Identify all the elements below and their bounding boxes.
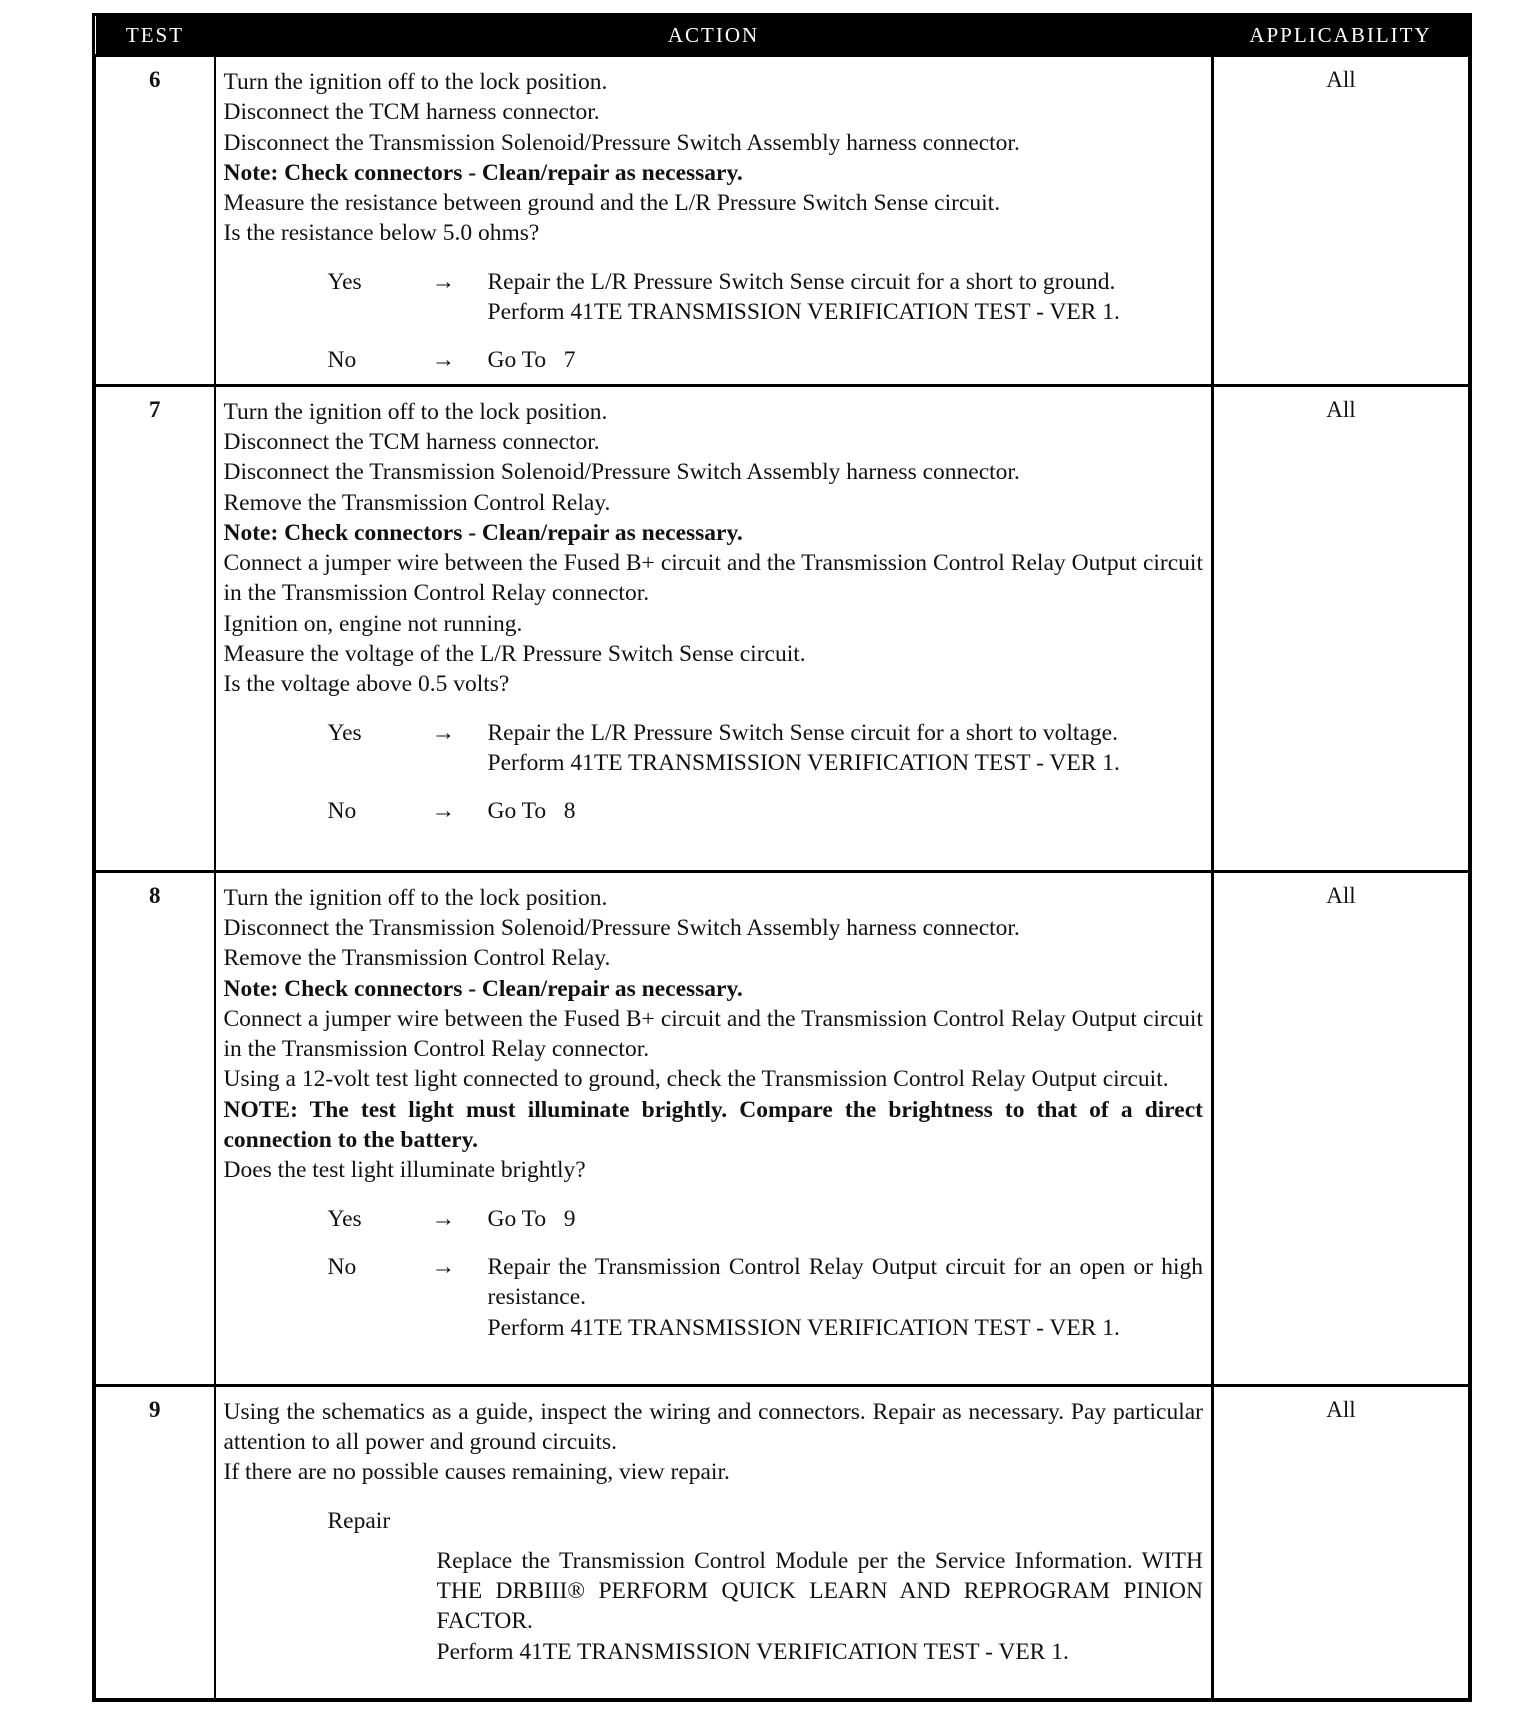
action-line: Connect a jumper wire between the Fused B+ circuit and the Transmission Control Relay Output circuit in the Transmission Control Relay connector. <box>223 550 1203 607</box>
no-text: Go To 8 <box>487 798 576 825</box>
table-row-test-7 <box>96 385 1469 871</box>
applicability-value: All <box>1213 385 1469 871</box>
header-row <box>96 16 1469 56</box>
perform-text: Perform 41TE TRANSMISSION VERIFICATION TEST - VER 1. <box>487 299 1120 326</box>
note-text: Note: Check connectors - Clean/repair as necessary. <box>223 159 743 186</box>
no-text: Go To 7 <box>487 347 576 374</box>
yes-label: Yes <box>327 719 362 746</box>
action-cell <box>215 1385 1213 1698</box>
action-line: Using the schematics as a guide, inspect the wiring and connectors. Repair as necessary. Pay particular attention to all power and ground circuits. <box>223 1398 1203 1455</box>
applicability-value: All <box>1213 871 1469 1385</box>
no-response <box>224 1252 1204 1343</box>
yes-text: Repair the L/R Pressure Switch Sense circuit for a short to ground. <box>487 268 1116 295</box>
yes-text: Repair the L/R Pressure Switch Sense circuit for a short to voltage. <box>487 719 1118 746</box>
table-row-test-6 <box>96 56 1469 386</box>
right-arrow-icon: → <box>431 347 455 374</box>
yes-label: Yes <box>327 268 362 295</box>
action-cell <box>215 871 1213 1385</box>
note-text: Note: Check connectors - Clean/repair as necessary. <box>223 975 743 1002</box>
no-label: No <box>327 798 357 825</box>
repair-label: Repair <box>327 1507 391 1534</box>
action-line: Disconnect the Transmission Solenoid/Pressure Switch Assembly harness connector. <box>223 459 1020 486</box>
action-cell <box>215 56 1213 386</box>
action-line: Disconnect the Transmission Solenoid/Pressure Switch Assembly harness connector. <box>223 914 1020 941</box>
action-line: Is the voltage above 0.5 volts? <box>223 671 510 698</box>
right-arrow-icon: → <box>431 798 455 825</box>
action-line: Remove the Transmission Control Relay. <box>223 489 611 516</box>
question-text: Does the test light illuminate brightly? <box>223 1157 586 1184</box>
right-arrow-icon: → <box>431 268 455 295</box>
action-line: Is the resistance below 5.0 ohms? <box>223 220 540 247</box>
perform-text: Perform 41TE TRANSMISSION VERIFICATION TEST - VER 1. <box>436 1638 1069 1665</box>
perform-text: Perform 41TE TRANSMISSION VERIFICATION TEST - VER 1. <box>487 1314 1120 1341</box>
yes-response <box>224 267 1204 328</box>
action-line: Disconnect the TCM harness connector. <box>223 428 600 455</box>
action-line: Disconnect the Transmission Solenoid/Pressure Switch Assembly harness connector. <box>223 129 1020 156</box>
diagnostic-test-table <box>92 13 1472 1702</box>
action-line: Using a 12-volt test light connected to ground, check the Transmission Control Relay Output circuit. <box>223 1066 1169 1093</box>
repair-response <box>224 1506 1204 1667</box>
action-line: Turn the ignition off to the lock position. <box>223 884 608 911</box>
action-line: Measure the voltage of the L/R Pressure Switch Sense circuit. <box>223 641 806 668</box>
no-response <box>224 345 1204 375</box>
perform-text: Perform 41TE TRANSMISSION VERIFICATION TEST - VER 1. <box>487 749 1120 776</box>
action-line: Connect a jumper wire between the Fused B+ circuit and the Transmission Control Relay Output circuit in the Transmission Control Relay connector. <box>223 1005 1203 1063</box>
test-number: 8 <box>96 871 215 1385</box>
action-line: Ignition on, engine not running. <box>223 610 523 637</box>
no-label: No <box>327 1253 357 1280</box>
right-arrow-icon: → <box>431 1253 455 1280</box>
table-row-test-8 <box>96 871 1469 1385</box>
right-arrow-icon: → <box>431 1205 455 1232</box>
applicability-value: All <box>1213 56 1469 386</box>
note-text: Note: Check connectors - Clean/repair as necessary. <box>223 519 743 546</box>
right-arrow-icon: → <box>431 719 455 746</box>
header-applicability: APPLICABILITY <box>1213 16 1469 56</box>
action-line: Turn the ignition off to the lock position. <box>223 398 608 425</box>
action-cell <box>215 385 1213 871</box>
table-row-test-9 <box>96 1385 1469 1698</box>
yes-label: Yes <box>327 1205 362 1232</box>
repair-text: Replace the Transmission Control Module per the Service Information. WITH THE DRBIII® PERFORM QUICK LEARN AND REPROGRAM PINION FACTOR. <box>436 1547 1203 1635</box>
action-line: Measure the resistance between ground and the L/R Pressure Switch Sense circuit. <box>223 190 1001 217</box>
action-line: Turn the ignition off to the lock position. <box>223 69 608 95</box>
no-text: Repair the Transmission Control Relay Output circuit for an open or high resistance. <box>487 1253 1203 1311</box>
yes-text: Go To 9 <box>487 1205 576 1232</box>
yes-response <box>224 1204 1204 1234</box>
test-number: 7 <box>96 385 215 871</box>
header-action: ACTION <box>215 16 1213 56</box>
test-number: 6 <box>96 56 215 386</box>
header-test: TEST <box>96 16 215 56</box>
action-line: If there are no possible causes remaining, view repair. <box>223 1459 730 1486</box>
applicability-value: All <box>1213 1385 1469 1698</box>
test-table <box>95 16 1469 1699</box>
no-label: No <box>327 347 357 374</box>
note-text: NOTE: The test light must illuminate brightly. Compare the brightness to that of a direct connection to the battery. <box>223 1096 1203 1154</box>
no-response <box>224 796 1204 826</box>
action-line: Remove the Transmission Control Relay. <box>223 945 611 972</box>
yes-response <box>224 718 1204 779</box>
action-line: Disconnect the TCM harness connector. <box>223 99 600 126</box>
test-number: 9 <box>96 1385 215 1698</box>
